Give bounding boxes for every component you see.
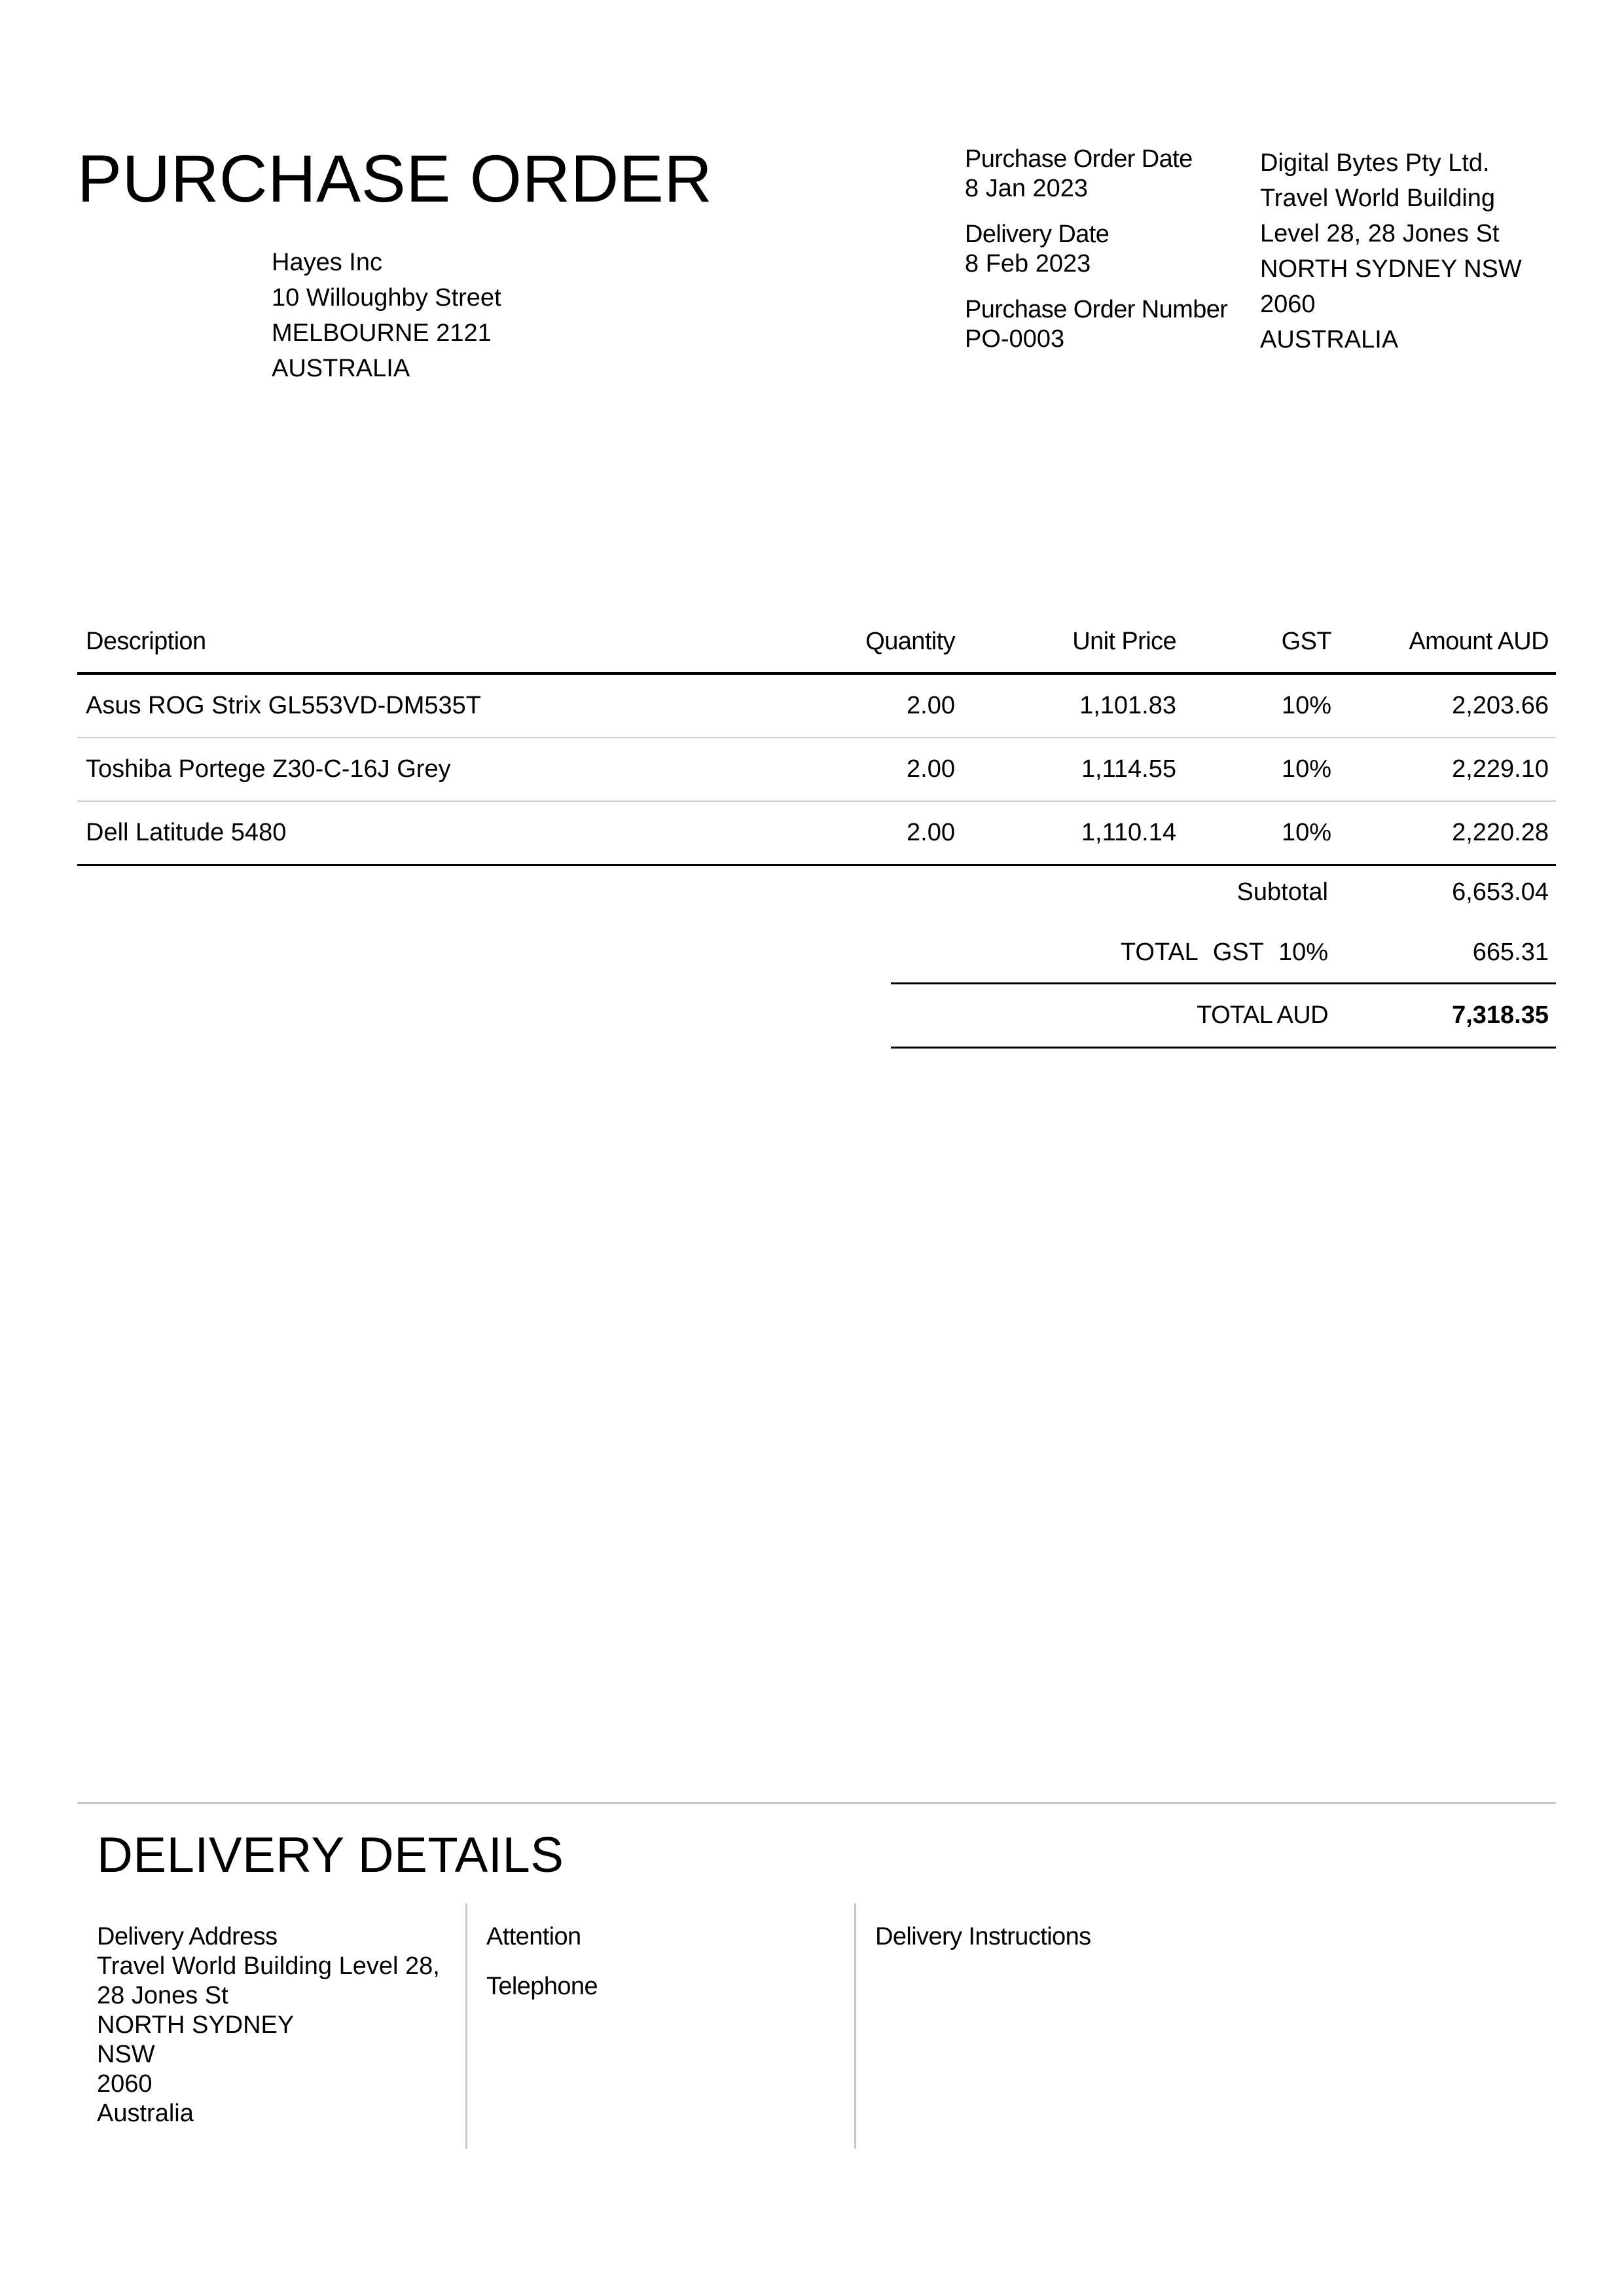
delivery-address-lines: [97, 1952, 440, 2128]
grand-total-row: [891, 984, 1556, 1049]
item-gst: 10%: [1281, 819, 1331, 846]
table-header: [77, 611, 1556, 675]
gst-total-value: 665.31: [1472, 939, 1549, 966]
grand-total-label: TOTAL AUD: [1197, 1001, 1328, 1029]
address-line: Hayes Inc: [272, 249, 382, 276]
item-amount: 2,203.66: [1452, 692, 1549, 719]
address-line: MELBOURNE 2121: [272, 319, 492, 347]
line-items-table: [77, 611, 1556, 866]
address-line: Digital Bytes Pty Ltd.: [1260, 149, 1490, 177]
item-amount: 2,229.10: [1452, 755, 1549, 783]
address-line: 10 Willoughby Street: [272, 284, 501, 312]
item-description: Toshiba Portege Z30-C-16J Grey: [86, 755, 451, 783]
subtotal-row: [891, 862, 1556, 922]
order-number-value: PO-0003: [965, 325, 1065, 353]
order-number-block: [965, 295, 1227, 353]
supplier-address: [272, 245, 501, 386]
address-line: Level 28, 28 Jones St: [1260, 220, 1500, 247]
header-quantity: Quantity: [865, 628, 955, 655]
gst-total-label: [1121, 922, 1328, 982]
header-description: Description: [86, 628, 206, 655]
address-line: 2060: [97, 2070, 153, 2098]
item-unit-price: 1,110.14: [1081, 819, 1176, 846]
item-description: Asus ROG Strix GL553VD-DM535T: [86, 692, 481, 719]
grand-total-value: 7,318.35: [1452, 1001, 1549, 1029]
address-line: AUSTRALIA: [272, 355, 410, 382]
gst-total-row: [891, 922, 1556, 984]
totals-block: [891, 862, 1556, 1049]
address-line: Travel World Building Level 28,: [97, 1952, 440, 1980]
gst-label-part: GST: [1212, 939, 1264, 966]
delivery-title: DELIVERY DETAILS: [97, 1827, 564, 1883]
order-date-block: [965, 144, 1227, 203]
address-line: NSW: [97, 2041, 155, 2068]
item-amount: 2,220.28: [1452, 819, 1549, 846]
gst-label-part: 10%: [1278, 939, 1328, 966]
section-divider: [77, 1802, 1556, 1804]
document-title: PURCHASE ORDER: [77, 141, 713, 216]
delivery-address-label: Delivery Address: [97, 1923, 278, 1950]
table-row: [77, 675, 1556, 738]
gst-label-part: TOTAL: [1120, 939, 1199, 966]
attention-label: Attention: [486, 1923, 581, 1950]
address-line: Australia: [97, 2100, 194, 2127]
item-description: Dell Latitude 5480: [86, 819, 287, 846]
item-unit-price: 1,101.83: [1079, 692, 1176, 719]
table-row: [77, 802, 1556, 866]
address-line: AUSTRALIA: [1260, 326, 1399, 353]
item-unit-price: 1,114.55: [1081, 755, 1176, 783]
address-line: NORTH SYDNEY: [97, 2011, 295, 2039]
address-line: 28 Jones St: [97, 1982, 228, 2009]
subtotal-label: Subtotal: [1236, 878, 1328, 906]
delivery-date-label: Delivery Date: [965, 221, 1110, 248]
delivery-address-block: [97, 1922, 440, 2128]
delivery-date-block: [965, 219, 1227, 278]
telephone-label: Telephone: [486, 1973, 598, 2000]
address-line: NORTH SYDNEY NSW: [1260, 255, 1522, 283]
header-unit-price: Unit Price: [1072, 628, 1176, 655]
address-line: Travel World Building: [1260, 185, 1496, 212]
column-divider: [465, 1903, 467, 2149]
delivery-instructions-label: Delivery Instructions: [875, 1923, 1091, 1950]
item-quantity: 2.00: [907, 819, 955, 846]
subtotal-value: 6,653.04: [1452, 878, 1549, 906]
order-meta: [965, 144, 1227, 370]
item-gst: 10%: [1281, 692, 1331, 719]
item-quantity: 2.00: [907, 755, 955, 783]
delivery-date-value: 8 Feb 2023: [965, 250, 1091, 278]
table-row: [77, 738, 1556, 802]
item-quantity: 2.00: [907, 692, 955, 719]
header-amount: Amount AUD: [1409, 628, 1549, 655]
order-date-label: Purchase Order Date: [965, 145, 1193, 173]
column-divider: [854, 1903, 856, 2149]
item-gst: 10%: [1281, 755, 1331, 783]
order-number-label: Purchase Order Number: [965, 296, 1228, 323]
company-address: [1260, 145, 1522, 357]
order-date-value: 8 Jan 2023: [965, 175, 1089, 202]
address-line: 2060: [1260, 291, 1316, 318]
header-gst: GST: [1281, 628, 1331, 655]
